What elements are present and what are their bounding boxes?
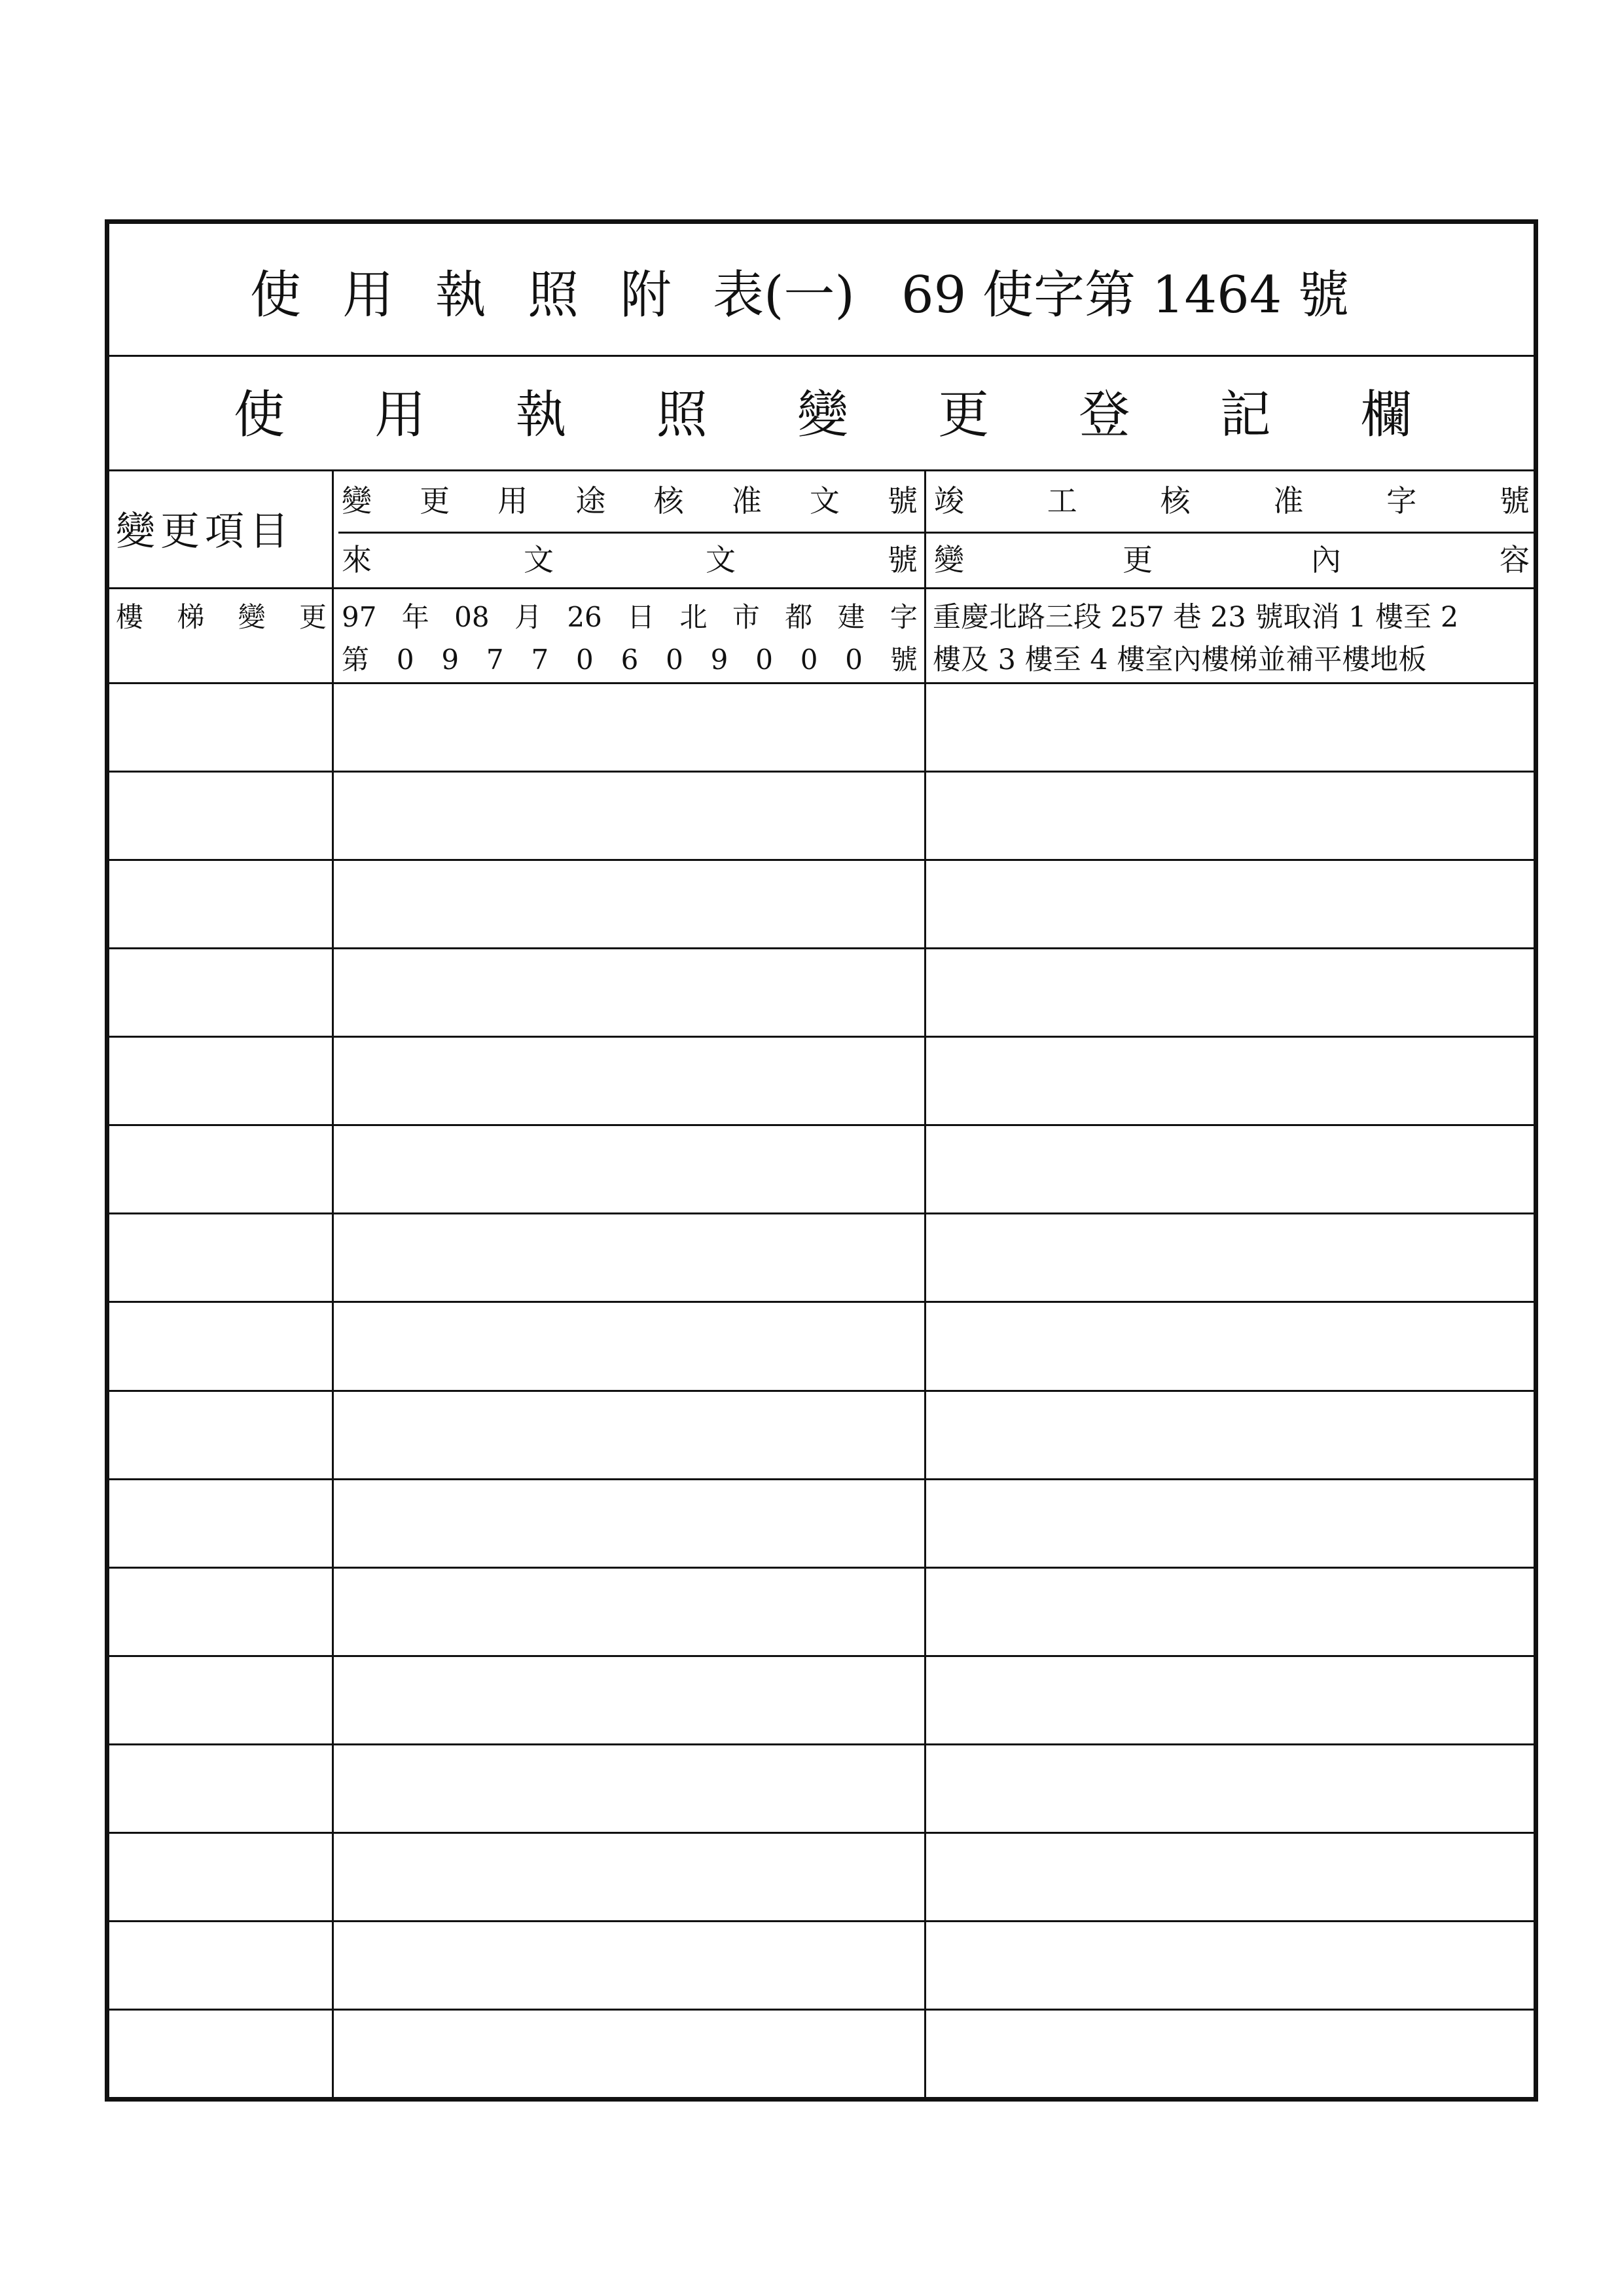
license-number: 69 使字第 1464 號 <box>901 266 1350 325</box>
blank-row-line <box>109 1567 1534 1569</box>
blank-row-line <box>109 1212 1534 1214</box>
registration-form-table <box>105 219 1538 2102</box>
char: 准 <box>731 483 762 519</box>
char: 日 <box>627 601 655 633</box>
char: 使 <box>250 266 302 325</box>
char: 途 <box>575 483 606 519</box>
char: 核 <box>1160 483 1191 519</box>
char: 更 <box>298 601 327 633</box>
char: 登 <box>1079 386 1130 445</box>
blank-row-line <box>109 947 1534 949</box>
char: 內 <box>1311 542 1341 577</box>
char: 准 <box>1273 483 1304 519</box>
char: 附 <box>620 266 672 325</box>
char: 9 <box>710 644 728 676</box>
blank-row-line <box>109 1743 1534 1745</box>
char: 字 <box>1386 483 1417 519</box>
char: 變 <box>342 483 372 519</box>
char: 記 <box>1219 386 1271 445</box>
form-table-number: (一) <box>764 266 855 325</box>
blank-row-line <box>109 1920 1534 1922</box>
record-doc-number-line1 <box>342 601 918 633</box>
char: 用 <box>497 483 528 519</box>
form-subtitle <box>234 386 1412 445</box>
char: 號 <box>888 542 918 577</box>
char: 用 <box>374 386 426 445</box>
column-divider-2 <box>924 469 926 2097</box>
char: 變 <box>797 386 848 445</box>
char: 更 <box>1123 542 1153 577</box>
char: 第 <box>342 644 370 676</box>
char: 文 <box>706 542 736 577</box>
char: 號 <box>887 483 918 519</box>
char: 表 <box>712 266 764 325</box>
char: 市 <box>732 601 760 633</box>
char: 文 <box>524 542 554 577</box>
char: 照 <box>528 266 579 325</box>
char: 更 <box>938 386 990 445</box>
column-divider-1 <box>332 469 334 2097</box>
char: 更 <box>420 483 450 519</box>
char: 變 <box>238 601 266 633</box>
char: 0 <box>666 644 683 676</box>
form-title-prefix <box>250 266 764 325</box>
char: 7 <box>486 644 504 676</box>
char: 26 <box>567 601 602 633</box>
char: 0 <box>755 644 773 676</box>
record-doc-number-line2 <box>342 646 918 674</box>
char: 都 <box>785 601 813 633</box>
header-completion-number <box>934 483 1530 519</box>
char: 執 <box>515 386 567 445</box>
char: 竣 <box>934 483 964 519</box>
blank-row-line <box>109 682 1534 684</box>
blank-row-line <box>109 1390 1534 1392</box>
char: 字 <box>890 601 918 633</box>
header-change-item: 變更項目 <box>116 509 294 555</box>
char: 號 <box>1499 483 1530 519</box>
char: 7 <box>531 644 549 676</box>
char: 用 <box>342 266 394 325</box>
blank-row-line <box>109 1301 1534 1303</box>
char: 9 <box>441 644 459 676</box>
char: 0 <box>396 644 414 676</box>
char: 梯 <box>177 601 205 633</box>
header-change-content <box>934 542 1530 577</box>
char: 樓 <box>116 601 144 633</box>
char: 年 <box>401 601 429 633</box>
record-content-line1: 重慶北路三段 257 巷 23 號取消 1 樓至 2 <box>933 601 1459 634</box>
blank-row-line <box>109 2009 1534 2011</box>
record-change-item <box>116 601 327 633</box>
char: 6 <box>620 644 639 676</box>
char: 容 <box>1500 542 1530 577</box>
blank-row-line <box>109 1036 1534 1038</box>
char: 照 <box>656 386 708 445</box>
char: 0 <box>800 644 818 676</box>
header-approval-number <box>342 483 918 519</box>
char: 號 <box>890 644 918 676</box>
char: 建 <box>837 601 865 633</box>
header-document-number <box>342 542 918 577</box>
blank-row-line <box>109 1832 1534 1834</box>
char: 0 <box>576 644 594 676</box>
char: 工 <box>1047 483 1077 519</box>
char: 0 <box>845 644 863 676</box>
char: 來 <box>342 542 372 577</box>
blank-row-line <box>109 771 1534 773</box>
record-content-line2: 樓及 3 樓至 4 樓室內樓梯並補平樓地板 <box>933 644 1427 676</box>
char: 核 <box>653 483 684 519</box>
blank-row-line <box>109 1655 1534 1657</box>
char: 變 <box>934 542 964 577</box>
char: 97 <box>342 601 377 633</box>
char: 08 <box>454 601 490 633</box>
blank-row-line <box>109 859 1534 861</box>
char: 北 <box>679 601 708 633</box>
blank-row-line <box>109 1478 1534 1480</box>
char: 欄 <box>1360 386 1412 445</box>
char: 使 <box>234 386 285 445</box>
blank-row-line <box>109 1124 1534 1126</box>
char: 月 <box>514 601 542 633</box>
char: 文 <box>809 483 840 519</box>
char: 執 <box>435 266 486 325</box>
